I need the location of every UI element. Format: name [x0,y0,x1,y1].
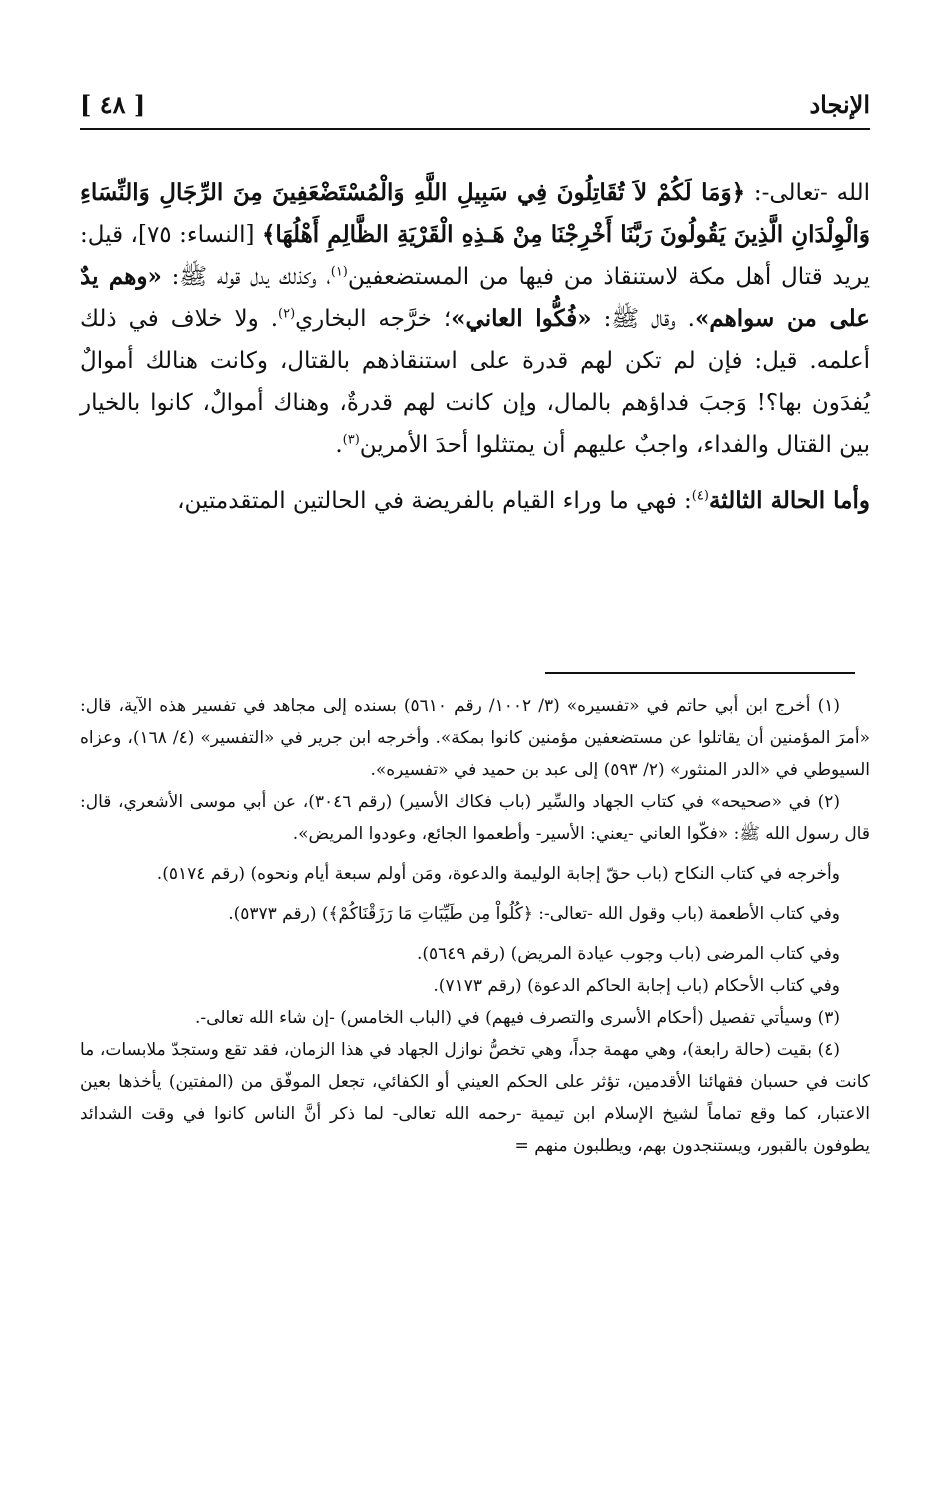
footnote-marker[interactable]: (٤) [691,488,709,504]
footnote-2-continuation: وأخرجه في كتاب النكاح (باب حقّ إجابة الوليمة والدعوة، ومَن أولم سبعة أيام ونحوه) (رقم ٥١٧٤). [156,864,840,884]
text-run: الله -تعالى-: [745,180,870,206]
page-header [80,88,870,128]
footnote-2-continuation: وفي كتاب الأطعمة (باب وقول الله -تعالى-: ﴿كُلُواْ مِن طَيِّبَاتِ مَا رَزَقْنَاكُمْ﴾) (رقم ٥٣٧٣). [228,904,840,924]
hadith-quote: «فُكُّوا العاني» [451,305,592,332]
main-paragraph [80,172,870,466]
footnote-2: (٢) في «صحيحه» في كتاب الجهاد والسِّير (باب فكاك الأسير) (رقم ٣٠٤٦)، عن أبي موسى الأشعري، قال: قال رسول الله ﷺ: «فكّوا العاني -يعني: الأسير- وأطعموا الجائع، وعودوا المريض». [80,792,870,844]
footnote-2-continuation: وفي كتاب الأحكام (باب إجابة الحاكم الدعوة) (رقم ٧١٧٣). [433,976,840,996]
page-number: [ ٤٨ ] [80,90,146,119]
footnote-2-continuation: وفي كتاب المرضى (باب وجوب عيادة المريض) (رقم ٥٦٤٩). [416,944,840,964]
quran-verse: ﴿وَمَا لَكُمْ لاَ تُقَاتِلُونَ فِي سَبِيلِ اللَّهِ وَالْمُسْتَضْعَفِينَ مِنَ الرِّجَالِ وَالنِّسَاءِ وَالْوِلْدَانِ الَّذِينَ يَقُولُونَ رَبَّنَا أَخْرِجْنَا مِنْ هَـذِهِ الْقَرْيَةِ الظَّالِمِ أَهْلُهَا﴾ [80,179,870,248]
footnote-separator [545,672,855,674]
text-run: : فهي ما وراء القيام بالفريضة في الحالتين المتقدمتين، [177,488,692,514]
footnotes [80,690,870,1162]
footnote-marker[interactable]: (١) [330,264,348,280]
main-text [80,172,870,522]
text-run: . ولا خلاف في ذلك أعلمه. قيل: فإن لم تكن لهم قدرة على استنقاذهم بالقتال، وكانت هنالك أموالٌ يُفدَون بها؟! وَجبَ فداؤهم بالمال، وإن كانت لهم قدرةٌ، وهناك أموالٌ، كانوا بالخيار بين القتال والفداء، واجبٌ عليهم أن يمتثلوا أحدَ الأمرين [80,306,870,458]
footnote-4: (٤) بقيت (حالة رابعة)، وهي مهمة جداً، وهي تخصُّ نوازل الجهاد في هذا الزمان، فقد تقع وستجدّ ملابسات، ما كانت في حسبان فقهائنا الأقدمين، تؤثر على الحكم العيني أو الكفائي، تجعل الموفّق من (المفتين) يأخذها بعين الاعتبار، كما وقع تماماً لشيخ الإسلام ابن تيمية -رحمه الله تعالى- لما ذكر أنَّ الناس كانوا في وقت الشدائد يطوفون بالقبور، ويستنجدون بهم، ويطلبون منهم = [80,1040,870,1156]
footnote-3: (٣) وسيأتي تفصيل (أحكام الأسرى والتصرف فيهم) في (الباب الخامس) -إن شاء الله تعالى-. [195,1008,840,1028]
text-run: . وقال ﷺ: [591,306,695,332]
header-rule [80,128,870,130]
section-label: وأما الحالة الثالثة [708,487,870,514]
footnote-marker[interactable]: (٣) [342,432,360,448]
footnote-marker[interactable]: (٢) [278,306,296,322]
text-run: . [335,432,343,458]
text-run: ، وكذلك يدل قوله ﷺ: [161,264,331,290]
third-state-paragraph [80,480,870,522]
running-title: الإنجاد [809,90,870,119]
hadith-quote: «وهم يدٌ على من سواهم» [80,263,870,332]
text-run: [النساء: ٧٥]، قيل: يريد قتال أهل مكة لاستنقاذ من فيها من المستضعفين [80,222,870,290]
text-run: ؛ خرَّجه البخاري [295,306,452,332]
footnote-1: (١) أخرج ابن أبي حاتم في «تفسيره» (٣/ ١٠٠٢/ رقم ٥٦١٠) بسنده إلى مجاهد في تفسير هذه الآية، قال: «أمرَ المؤمنين أن يقاتلوا عن مستضعفين مؤمنين كانوا بمكة». وأخرجه ابن جرير في «التفسير» (٤/ ١٦٨)، وعزاه السيوطي في «الدر المنثور» (٢/ ٥٩٣) إلى عبد بن حميد في «تفسيره». [80,696,871,780]
